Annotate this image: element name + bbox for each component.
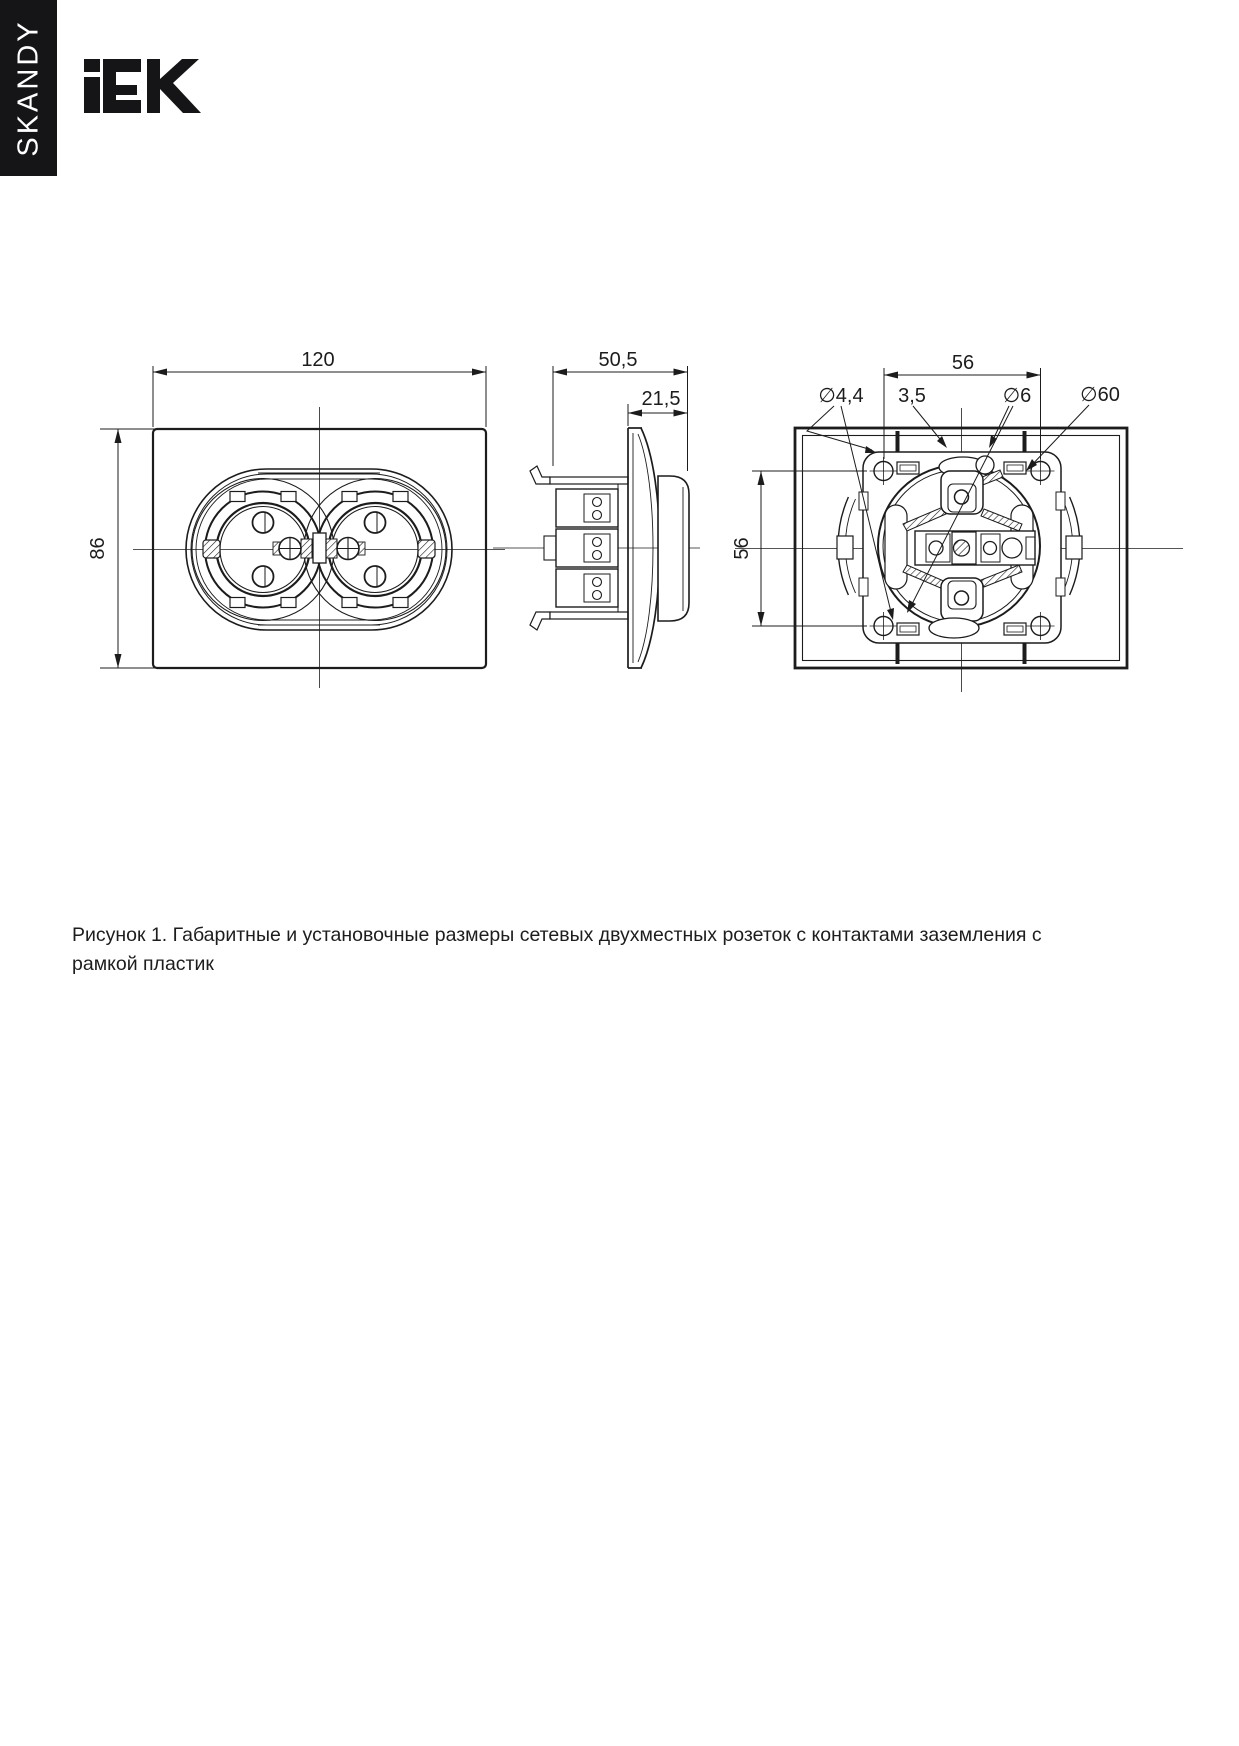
- center-fixing-screws: [273, 533, 365, 563]
- dim-side-depth: [553, 349, 688, 471]
- side-socket-body: [658, 476, 689, 621]
- svg-text:∅60: ∅60: [1080, 384, 1120, 406]
- svg-text:∅6: ∅6: [1002, 385, 1032, 407]
- svg-text:3,5: 3,5: [898, 385, 926, 407]
- figure-caption: [72, 921, 1102, 979]
- svg-text:56: 56: [731, 537, 753, 560]
- front-view: [87, 349, 505, 688]
- svg-text:86: 86: [87, 537, 109, 560]
- dimension-drawing: [0, 0, 1239, 780]
- svg-text:50,5: 50,5: [598, 349, 638, 371]
- ground-clip-right: [418, 540, 435, 558]
- figure-caption-line2: рамкой пластик: [72, 953, 214, 975]
- svg-text:120: 120: [301, 349, 335, 371]
- ground-clip-left: [203, 540, 220, 558]
- svg-text:∅4,4: ∅4,4: [818, 385, 864, 407]
- claw-screw-bottom: [941, 578, 983, 621]
- back-view: [731, 352, 1183, 692]
- side-mechanism: [530, 466, 628, 630]
- callout-slot: [898, 385, 947, 448]
- dim-side-front-depth: [628, 388, 688, 426]
- side-view: [493, 349, 700, 668]
- figure-caption-line1: Рисунок 1. Габаритные и установочные размеры сетевых двухместных розеток с контактами заземления с: [72, 924, 1042, 946]
- svg-text:56: 56: [951, 352, 975, 374]
- cable-hole: [976, 456, 994, 474]
- terminal-strip: [915, 531, 1035, 565]
- dim-front-height: [87, 429, 155, 668]
- series-label: SKANDY: [12, 19, 44, 157]
- svg-text:21,5: 21,5: [641, 388, 681, 410]
